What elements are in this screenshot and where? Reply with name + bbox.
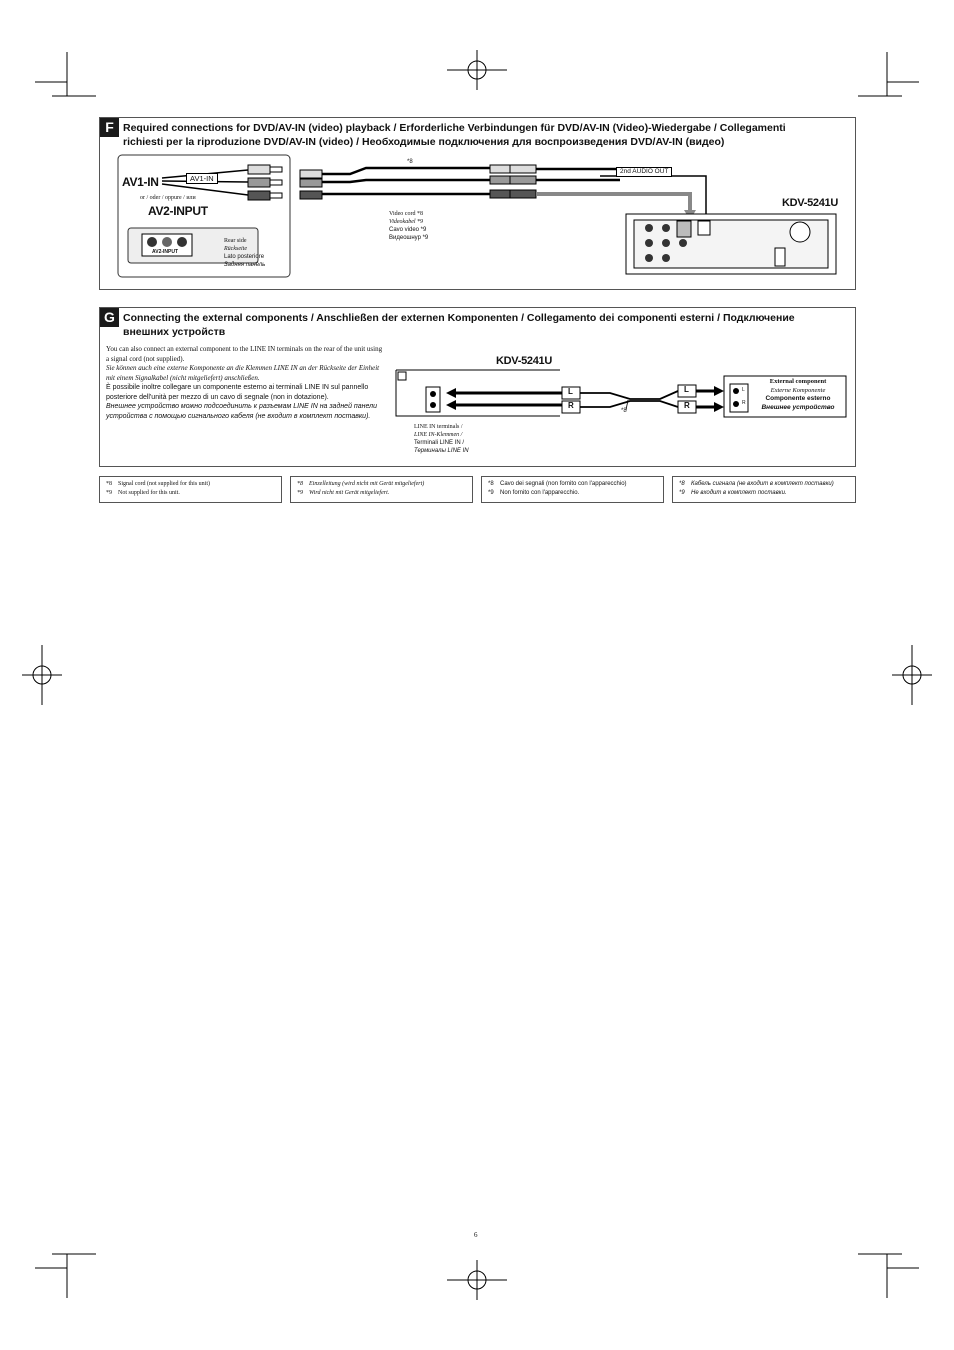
- footnote-marker: *9: [297, 490, 303, 496]
- connection-diagram: [100, 118, 857, 291]
- rear-side-labels: [224, 237, 265, 269]
- external-component-labels: [752, 378, 844, 412]
- footnote-marker: *9: [679, 490, 685, 496]
- ext-port-l-label: L: [742, 387, 745, 393]
- footnote-marker: *8: [106, 481, 112, 487]
- cord-marker: *8: [407, 159, 413, 165]
- section-letter: F: [100, 118, 119, 137]
- section-f: [99, 117, 856, 290]
- footnote-box-en: [99, 476, 282, 503]
- footnote-marker: *9: [106, 490, 112, 496]
- page-number: 6: [474, 1231, 478, 1239]
- video-cord-it: Cavo video *9: [389, 227, 427, 233]
- ext-port-r-label: R: [742, 400, 746, 406]
- model-label: KDV-5241U: [496, 355, 552, 367]
- plug-r-label: R: [568, 401, 574, 410]
- line-in-labels: [414, 423, 469, 455]
- video-cord-en: Video cord *8: [389, 211, 423, 217]
- section-title-line2: richiesti per la riproduzione DVD/AV-IN (video) / Необходимые подключения для воспроизведения DVD/AV-IN (видео): [123, 136, 725, 148]
- footnote-box-it: [481, 476, 664, 503]
- rear-side-it: Lato posteriore: [224, 254, 265, 260]
- body-de: Sie können auch eine externe Komponente an die Klemmen LINE IN an der Rückseite der Einheit mit einem Signalkabel (nicht mitgeliefert) anschließen.: [106, 364, 380, 382]
- footnote-marker: *8: [679, 481, 685, 487]
- footnote-text: Wird nicht mit Gerät mitgeliefert.: [309, 490, 390, 496]
- section-g: [99, 307, 856, 467]
- video-cord-labels: [389, 210, 428, 242]
- av1-in-box-label: AV1-IN: [186, 173, 218, 184]
- line-in-en: LINE IN terminals /: [414, 424, 463, 430]
- rear-side-de: Rückseite: [224, 246, 247, 252]
- footnote-box-ru: [672, 476, 856, 503]
- section-letter: G: [100, 308, 119, 327]
- video-cord-de: Videokabel *9: [389, 219, 424, 225]
- footnote-text: Не входит в комплект поставки.: [691, 490, 787, 496]
- footnote-box-de: [290, 476, 473, 503]
- footnote-text: Not supplied for this unit.: [118, 490, 180, 496]
- section-title-line1: Required connections for DVD/AV-IN (video) playback / Erforderliche Verbindungen für DVD/AV-IN (Video)-Wiedergabe / Collegamenti: [123, 122, 786, 134]
- line-in-it: Terminali LINE IN /: [414, 440, 465, 446]
- ext-component-ru: Внешнее устройство: [761, 403, 835, 411]
- ext-plug-l-label: L: [684, 385, 689, 394]
- av2-panel-label: AV2-INPUT: [152, 249, 179, 255]
- footnote-text: Кабель сигнала (не входит в комплект поставки): [691, 481, 834, 487]
- footnote-marker: *9: [488, 490, 494, 496]
- ext-component-de: Externe Komponente: [770, 386, 826, 394]
- line-in-de: LINE IN-Klemmen /: [414, 432, 463, 438]
- video-cord-ru: Видеошнур *9: [389, 235, 429, 241]
- body-en: You can also connect an external component to the LINE IN terminals on the rear of the unit using a signal cord (not supplied).: [106, 345, 383, 363]
- ext-plug-r-label: R: [684, 401, 690, 410]
- av2-input-label: AV2-INPUT: [148, 204, 208, 218]
- footnote-text: Signal cord (not supplied for this unit): [118, 481, 210, 487]
- footnote-text: Non fornito con l'apparecchio.: [500, 490, 580, 496]
- rear-side-en: Rear side: [224, 238, 247, 244]
- ext-component-it: Componente esterno: [765, 395, 831, 402]
- section-title-line2: внешних устройств: [123, 326, 226, 338]
- ext-component-en: External component: [769, 378, 827, 385]
- footnote-text: Cavo dei segnali (non fornito con l'apparecchio): [500, 481, 627, 487]
- line-in-ru: Терминалы LINE IN: [414, 448, 469, 454]
- audio-out-label: 2nd AUDIO OUT: [616, 167, 672, 177]
- or-text: or / oder / oppure / или: [140, 195, 196, 201]
- body-ru: Внешнее устройство можно подсоединить к разъемам LINE IN на задней панели устройства с помощью сигнального кабеля (не входит в комплект поставки).: [106, 403, 378, 420]
- model-label: KDV-5241U: [782, 197, 838, 209]
- body-it: È possibile inoltre collegare un componente esterno ai terminali LINE IN sul pannello posteriore dell'unità per mezzo di un cavo di segnale (non in dotazione).: [106, 384, 369, 401]
- section-title-line1: Connecting the external components / Anschließen der externen Komponenten / Collegamento dei componenti esterni / Подключение: [123, 312, 795, 324]
- rear-side-ru: Задняя панель: [224, 262, 266, 268]
- cord-marker: *8: [621, 408, 627, 414]
- footnote-text: Einzelleitung (wird nicht mit Gerät mitgeliefert): [309, 481, 425, 487]
- footnote-marker: *8: [488, 481, 494, 487]
- plug-l-label: L: [568, 387, 573, 396]
- av1-in-label: AV1-IN: [122, 175, 159, 189]
- footnote-marker: *8: [297, 481, 303, 487]
